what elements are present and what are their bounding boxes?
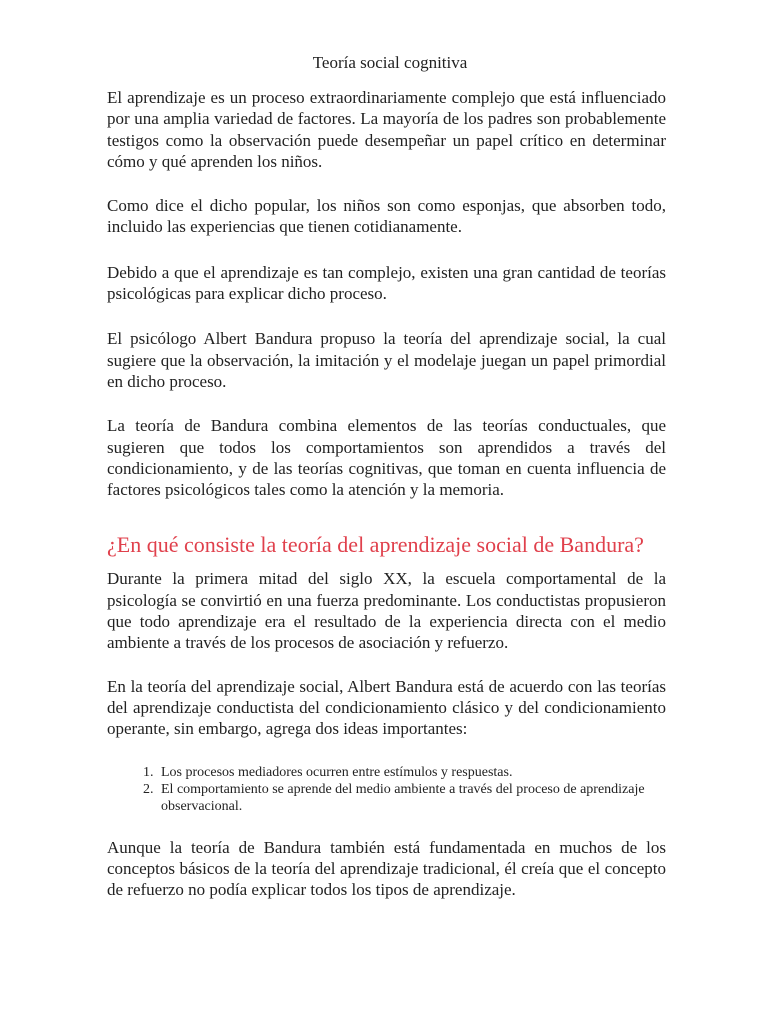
paragraph-bandura: El psicólogo Albert Bandura propuso la teoría del aprendizaje social, la cual sugiere que la observación, la imitación y el modelaje juegan un papel primordial en dicho proceso.: [107, 329, 666, 391]
paragraph-theories: Debido a que el aprendizaje es tan complejo, existen una gran cantidad de teorías psicológicas para explicar dicho proceso.: [107, 262, 666, 304]
section-heading: ¿En qué consiste la teoría del aprendizaje social de Bandura?: [107, 532, 644, 558]
ideas-list: [107, 764, 666, 815]
paragraph-intro: El aprendizaje es un proceso extraordinariamente complejo que está influenciado por una amplia variedad de factores. La mayoría de los padres son probablemente testigos como la observación puede desempeñar un papel crítico en determinar cómo y qué aprenden los niños.: [107, 88, 666, 171]
list-item: 2. El comportamiento se aprende del medio ambiente a través del proceso de aprendizaje observacional.: [157, 781, 666, 815]
paragraph-behaviorism: Durante la primera mitad del siglo XX, la escuela comportamental de la psicología se convirtió en una fuerza predominante. Los conductistas propusieron que todo aprendizaje era el resultado de la experiencia directa con el medio ambiente a través de los procesos de asociación y refuerzo.: [107, 569, 666, 653]
paragraph-closing: Aunque la teoría de Bandura también está fundamentada en muchos de los conceptos básicos de la teoría del aprendizaje tradicional, él creía que el concepto de refuerzo no podía explicar todos los tipos de aprendizaje.: [107, 837, 666, 900]
list-item: 1. Los procesos mediadores ocurren entre estímulos y respuestas.: [157, 764, 666, 781]
paragraph-sponges: Como dice el dicho popular, los niños son como esponjas, que absorben todo, incluido las experiencias que tienen cotidianamente.: [107, 196, 666, 237]
document-title: Teoría social cognitiva: [312, 53, 468, 72]
paragraph-combination: La teoría de Bandura combina elementos de las teorías conductuales, que sugieren que todos los comportamientos son aprendidos a través del condicionamiento, y de las teorías cognitivas, que toman en cuenta influencia de factores psicológicos tales como la atención y la memoria.: [107, 416, 666, 500]
paragraph-social-learning: En la teoría del aprendizaje social, Albert Bandura está de acuerdo con las teorías del aprendizaje conductista del condicionamiento clásico y del condicionamiento operante, sin embargo, agrega dos ideas importantes:: [107, 676, 666, 739]
